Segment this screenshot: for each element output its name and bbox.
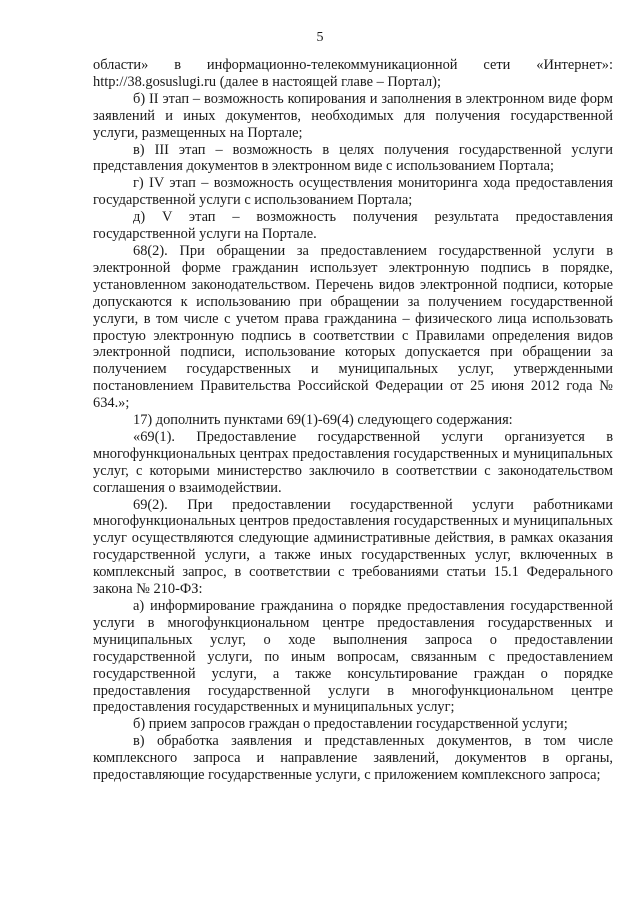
document-body [93, 57, 613, 784]
page-number: 5 [316, 30, 324, 45]
paragraph-stage-4: г) IV этап – возможность осуществления мониторинга хода предоставления государственной услуги с использованием Портала; [93, 175, 613, 209]
paragraph-69-2-a: а) информирование гражданина о порядке предоставления государственной услуги в многофункциональном центре предоставления государственных и муниципальных услуг, о ходе выполнения запроса о предоставлении государственной услуги, по иным вопросам, связанным с предоставлением государственной услуги, а также консультирование граждан о порядке предоставления государственной услуги в многофункциональном центре предоставления государственных и муниципальных услуг; [93, 598, 613, 716]
paragraph-item-17: 17) дополнить пунктами 69(1)-69(4) следующего содержания: [133, 412, 513, 429]
paragraph-69-2-b: б) прием запросов граждан о предоставлении государственной услуги; [133, 716, 568, 733]
paragraph-69-2: 69(2). При предоставлении государственной услуги работниками многофункциональных центров предоставления государственных и муниципальных услуг осуществляются следующие административные действия, в рамках оказания государственной услуги, а также иных государственных услуг, включенных в комплексный запрос, в соответствии с требованиями статьи 15.1 Федерального закона № 210-ФЗ: [93, 496, 613, 598]
paragraph-stage-3: в) III этап – возможность в целях получения государственной услуги представления документов в электронном виде с использованием Портала; [93, 141, 613, 175]
paragraph-portal-continuation: области» в информационно-телекоммуникационной сети «Интернет»: http://38.gosuslugi.ru (далее в настоящей главе – Портал); [93, 57, 613, 90]
paragraph-69-2-v: в) обработка заявления и представленных документов, в том числе комплексного запроса и направление заявлений, документов в органы, предоставляющие государственные услуги, с приложением комплексного запроса; [93, 733, 613, 784]
paragraph-68-2: 68(2). При обращении за предоставлением государственной услуги в электронной форме гражданин использует электронную подпись в порядке, установленном законодательством. Перечень видов электронной подписи, которые допускаются к использованию при обращении за получением государственной услуги, в том числе с учетом права гражданина – физического лица использовать простую электронную подпись в соответствии с Правилами определения видов электронной подписи, использование которых допускается при обращении за получением государственных и муниципальных услуг, утвержденными постановлением Правительства Российской Федерации от 25 июня 2012 года № 634.»; [93, 242, 613, 412]
paragraph-stage-5: д) V этап – возможность получения результата предоставления государственной услуги на Портале. [93, 209, 613, 243]
paragraph-69-1: «69(1). Предоставление государственной услуги организуется в многофункциональных центрах предоставления государственных и муниципальных услуг, с которыми министерство заключило в соответствии с законодательством соглашения о взаимодействии. [93, 428, 613, 496]
paragraph-stage-2: б) II этап – возможность копирования и заполнения в электронном виде форм заявлений и иных документов, необходимых для получения государственной услуги, размещенных на Портале; [93, 90, 613, 141]
